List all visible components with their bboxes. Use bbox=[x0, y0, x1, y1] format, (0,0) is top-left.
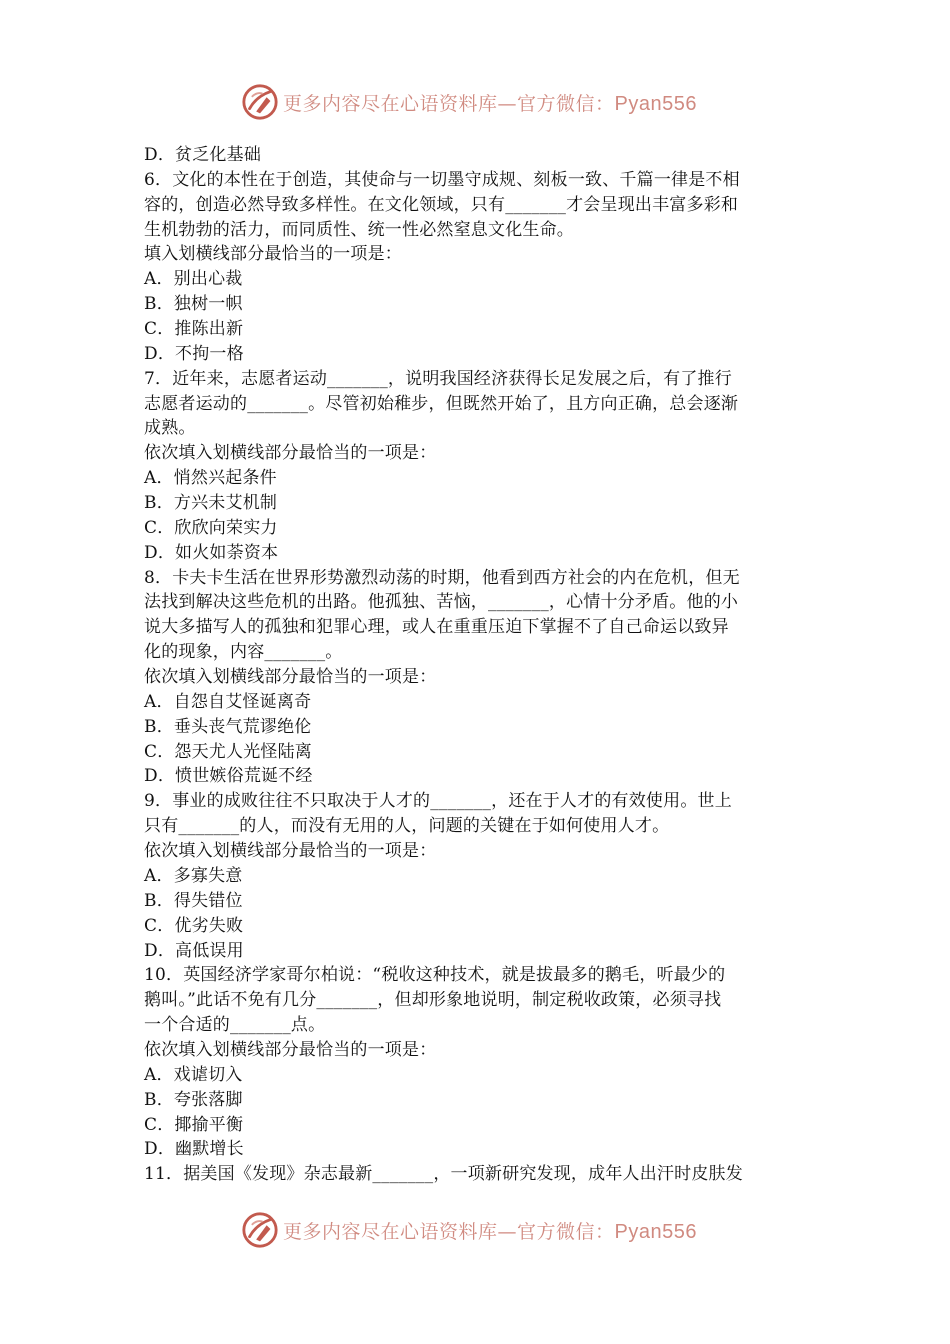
text-line: 成熟。 bbox=[144, 418, 196, 439]
text-line: B．方兴未艾机制 bbox=[144, 493, 278, 514]
text-line: D．高低误用 bbox=[144, 940, 244, 961]
header-watermark bbox=[0, 80, 950, 124]
pen-logo-icon bbox=[241, 83, 279, 121]
header-watermark-text: 更多内容尽在心语资料库—官方微信： bbox=[283, 92, 615, 115]
text-line: C．揶揄平衡 bbox=[144, 1114, 244, 1135]
text-line: C．推陈出新 bbox=[144, 319, 244, 340]
text-line: C．优劣失败 bbox=[144, 915, 244, 936]
document-body bbox=[144, 143, 808, 1187]
text-line: B．夸张落脚 bbox=[144, 1089, 243, 1110]
text-line: A．多寡失意 bbox=[144, 865, 243, 886]
header-wechat-id: Pyan556 bbox=[614, 92, 697, 115]
text-line: B．垂头丧气荒谬绝伦 bbox=[144, 716, 312, 737]
text-line: 生机勃勃的活力，而同质性、统一性必然窒息文化生命。 bbox=[144, 219, 574, 240]
text-line: 填入划横线部分最恰当的一项是： bbox=[144, 244, 402, 265]
text-line: D．不拘一格 bbox=[144, 343, 244, 364]
footer-watermark-text: 更多内容尽在心语资料库—官方微信： bbox=[283, 1220, 615, 1243]
text-line: 只有_______的人，而没有无用的人，问题的关键在于如何使用人才。 bbox=[144, 816, 670, 837]
text-line: A．自怨自艾怪诞离奇 bbox=[144, 691, 312, 712]
text-line: 一个合适的_______点。 bbox=[144, 1015, 326, 1036]
text-line: 依次填入划横线部分最恰当的一项是： bbox=[144, 667, 437, 688]
text-line: 依次填入划横线部分最恰当的一项是： bbox=[144, 841, 437, 862]
text-line: C．怨天尤人光怪陆离 bbox=[144, 741, 313, 762]
text-line: 鹅叫。”此话不免有几分_______，但却形象地说明，制定税收政策，必须寻找 bbox=[144, 990, 722, 1011]
text-line: 8．卡夫卡生活在世界形势激烈动荡的时期，他看到西方社会的内在危机，但无 bbox=[144, 567, 740, 588]
text-line: A．戏谑切入 bbox=[144, 1064, 243, 1085]
text-line: B．得失错位 bbox=[144, 890, 243, 911]
pen-logo-icon bbox=[241, 1211, 279, 1249]
text-line: D．幽默增长 bbox=[144, 1139, 244, 1160]
footer-wechat-id: Pyan556 bbox=[614, 1220, 697, 1243]
text-line: 7．近年来，志愿者运动_______，说明我国经济获得长足发展之后，有了推行 bbox=[144, 368, 732, 389]
text-line: B．独树一帜 bbox=[144, 294, 243, 315]
footer-watermark bbox=[0, 1208, 950, 1252]
text-line: 说大多描写人的孤独和犯罪心理，或人在重重压迫下掌握不了自己命运以致异 bbox=[144, 617, 729, 638]
text-line: 容的，创造必然导致多样性。在文化领域，只有_______才会呈现出丰富多彩和 bbox=[144, 194, 739, 215]
text-line: D．愤世嫉俗荒诞不经 bbox=[144, 766, 313, 787]
text-line: D．如火如荼资本 bbox=[144, 542, 279, 563]
text-line: C．欣欣向荣实力 bbox=[144, 517, 278, 538]
text-line: 11．据美国《发现》杂志最新_______，一项新研究发现，成年人出汗时皮肤发 bbox=[144, 1164, 743, 1185]
text-line: A．悄然兴起条件 bbox=[144, 468, 277, 489]
text-line: 化的现象，内容_______。 bbox=[144, 642, 343, 663]
text-line: A．别出心裁 bbox=[144, 269, 243, 290]
text-line: 9．事业的成败往往不只取决于人才的_______，还在于人才的有效使用。世上 bbox=[144, 791, 732, 812]
text-line: 10．英国经济学家哥尔柏说：“税收这种技术，就是拔最多的鹅毛，听最少的 bbox=[144, 965, 726, 986]
text-line: 法找到解决这些危机的出路。他孤独、苦恼，_______，心情十分矛盾。他的小 bbox=[144, 592, 739, 613]
text-line: 志愿者运动的_______。尽管初始稚步，但既然开始了，且方向正确，总会逐渐 bbox=[144, 393, 739, 414]
text-line: 依次填入划横线部分最恰当的一项是： bbox=[144, 443, 437, 464]
text-line: 依次填入划横线部分最恰当的一项是： bbox=[144, 1039, 437, 1060]
text-line: D．贫乏化基础 bbox=[144, 145, 262, 165]
text-line: 6．文化的本性在于创造，其使命与一切墨守成规、刻板一致、千篇一律是不相 bbox=[144, 169, 740, 190]
